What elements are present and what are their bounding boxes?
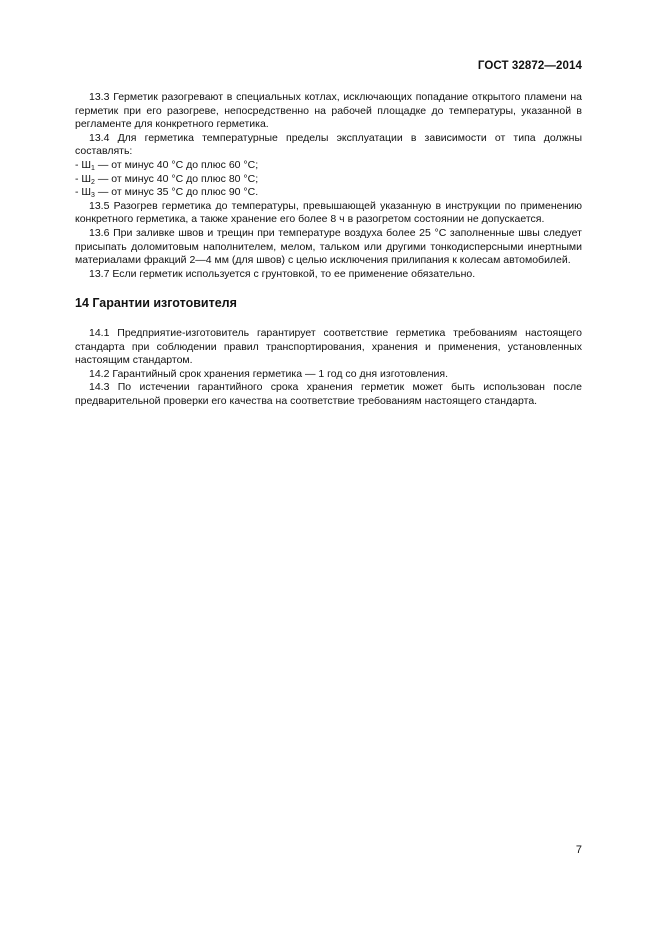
paragraph-13-4 (75, 132, 582, 159)
paragraph-13-7 (75, 268, 582, 282)
paragraph-14-1 (75, 327, 582, 368)
paragraph-13-3-text: 13.3 Герметик разогревают в специальных котлах, исключающих попадание открытого пламени на герметик при его разогреве, непосредственно на рабочей площадке до температуры, указанной в регламенте для конкретного герметика. (75, 91, 582, 131)
paragraph-14-2-text: 14.2 Гарантийный срок хранения герметика — 1 год со дня изготовления. (89, 367, 449, 380)
paragraph-14-2 (75, 368, 582, 382)
paragraph-13-5 (75, 200, 582, 227)
document-code: ГОСТ 32872—2014 (477, 60, 582, 72)
paragraph-13-3 (75, 91, 582, 132)
paragraph-13-5-text: 13.5 Разогрев герметика до температуры, превышающей указанную в инструкции по применению конкретного герметика, а также хранение его более 8 ч в разогретом состоянии не допускается. (75, 199, 582, 226)
list-item: - $Ш_3$ — от минус 35 °С до плюс 90 °С. (75, 186, 259, 200)
list-item: - $Ш_1$ — от минус 40 °С до плюс 60 °С; (75, 158, 259, 172)
paragraph-14-3-text: 14.3 По истечении гарантийного срока хранения герметик может быть использован после предварительной проверки его качества на соответствие требованиям настоящего стандарта. (75, 381, 582, 407)
paragraph-13-4-text: 13.4 Для герметика температурные пределы эксплуатации в зависимости от типа должны составлять: (75, 131, 582, 158)
paragraph-14-1-text: 14.1 Предприятие-изготовитель гарантирует соответствие герметика требованиям настоящего стандарта при соблюдении правил транспортирования, хранения и применения, установленных настоящим стандартом. (75, 326, 582, 367)
section-heading: 14 Гарантии изготовителя (75, 296, 237, 311)
paragraph-13-6-text: 13.6 При заливке швов и трещин при температуре воздуха более 25 °С заполненные швы следует присыпать доломитовым наполнителем, мелом, тальком или другими тонкодисперсными инертными материалами фракций 2—4 мм (для швов) с целью исключения прилипания к колесам автомобилей. (75, 226, 582, 267)
paragraph-13-7-text: 13.7 Если герметик используется с грунтовкой, то ее применение обязательно. (89, 267, 476, 280)
paragraph-13-6 (75, 227, 582, 268)
list-item: - $Ш_2$ — от минус 40 °С до плюс 80 °С; (75, 172, 259, 186)
page-body (75, 91, 582, 408)
page-number: 7 (575, 844, 582, 856)
paragraph-14-3 (75, 381, 582, 408)
